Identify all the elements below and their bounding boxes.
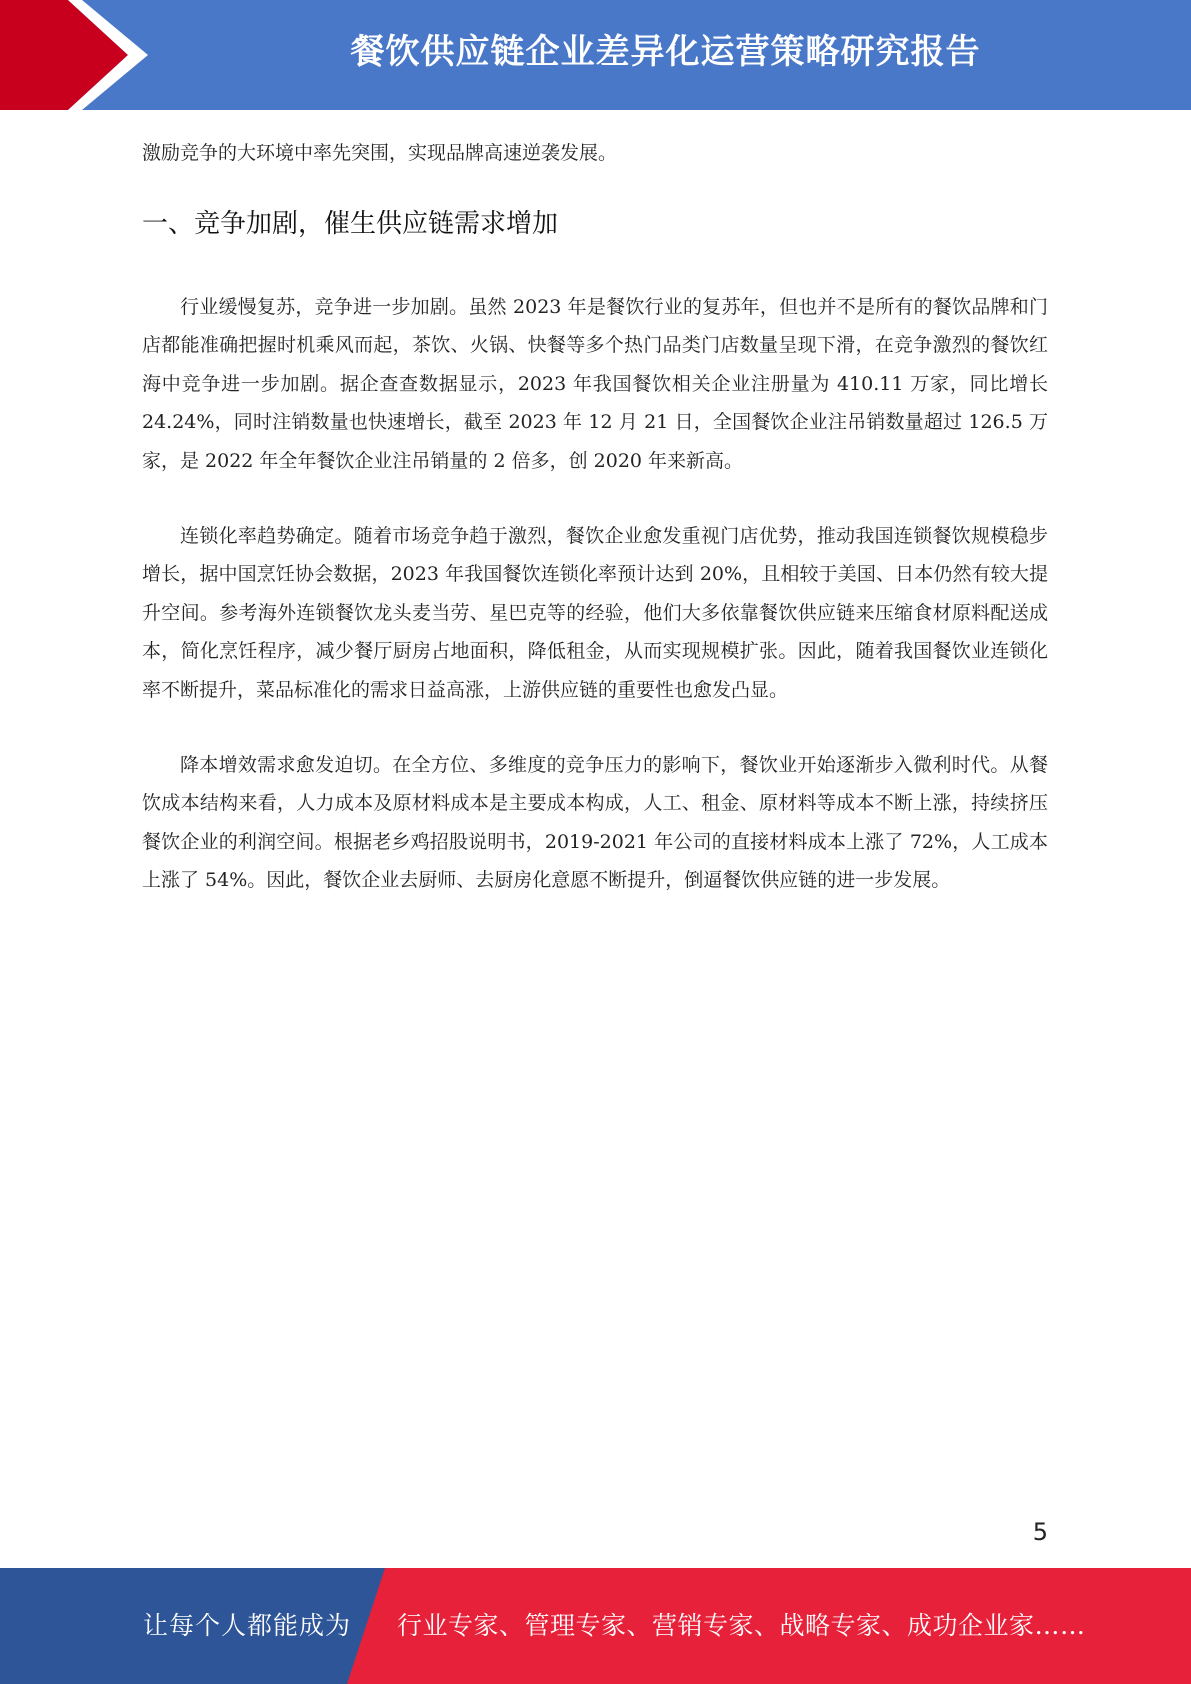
section-heading: 一、竞争加剧，催生供应链需求增加 [142, 209, 559, 239]
report-footer [0, 1568, 1191, 1684]
paragraph-industry-recovery: 行业缓慢复苏，竞争进一步加剧。虽然 2023 年是餐饮行业的复苏年，但也并不是所有的餐饮品牌和门店都能准确把握时机乘风而起，茶饮、火锅、快餐等多个热门品类门店数量呈现下滑，在竞争激烈的餐饮红海中竞争进一步加剧。据企查查数据显示，2023 年我国餐饮相关企业注册量为 410.11 万家，同比增长 24.24%，同时注销数量也快速增长，截至 2023 年 12 月 21 日，全国餐饮企业注吊销数量超过 126.5 万家，是 2022 年全年餐饮企业注吊销量的 2 倍多，创 2020 年来新高。 [142, 296, 1048, 472]
paragraph-cost-reduction: 降本增效需求愈发迫切。在全方位、多维度的竞争压力的影响下，餐饮业开始逐渐步入微利时代。从餐饮成本结构来看，人力成本及原材料成本是主要成本构成，人工、租金、原材料等成本不断上涨，持续挤压餐饮企业的利润空间。根据老乡鸡招股说明书，2019-2021 年公司的直接材料成本上涨了 72%，人工成本上涨了 54%。因此，餐饮企业去厨师、去厨房化意愿不断提升，倒逼餐饮供应链的进一步发展。 [142, 754, 1048, 892]
header-chevron-decoration [0, 0, 160, 110]
report-title: 餐饮供应链企业差异化运营策略研究报告 [350, 32, 981, 72]
page-number: 5 [1032, 1518, 1048, 1546]
paragraph-chain-rate: 连锁化率趋势确定。随着市场竞争趋于激烈，餐饮企业愈发重视门店优势，推动我国连锁餐饮规模稳步增长，据中国烹饪协会数据，2023 年我国餐饮连锁化率预计达到 20%，且相较于美国、日本仍然有较大提升空间。参考海外连锁餐饮龙头麦当劳、星巴克等的经验，他们大多依靠餐饮供应链来压缩食材原料配送成本，简化烹饪程序，减少餐厅厨房占地面积，降低租金，从而实现规模扩张。因此，随着我国餐饮业连锁化率不断提升，菜品标准化的需求日益高涨，上游供应链的重要性也愈发凸显。 [142, 525, 1048, 701]
footer-slogan-roles: 行业专家、管理专家、营销专家、战略专家、成功企业家…… [397, 1611, 1086, 1640]
footer-slogan-lead: 让每个人都能成为 [143, 1611, 352, 1640]
report-header [0, 0, 1191, 110]
continued-paragraph-line: 激励竞争的大环境中率先突围，实现品牌高速逆袭发展。 [142, 142, 618, 164]
page-content [142, 132, 1048, 900]
